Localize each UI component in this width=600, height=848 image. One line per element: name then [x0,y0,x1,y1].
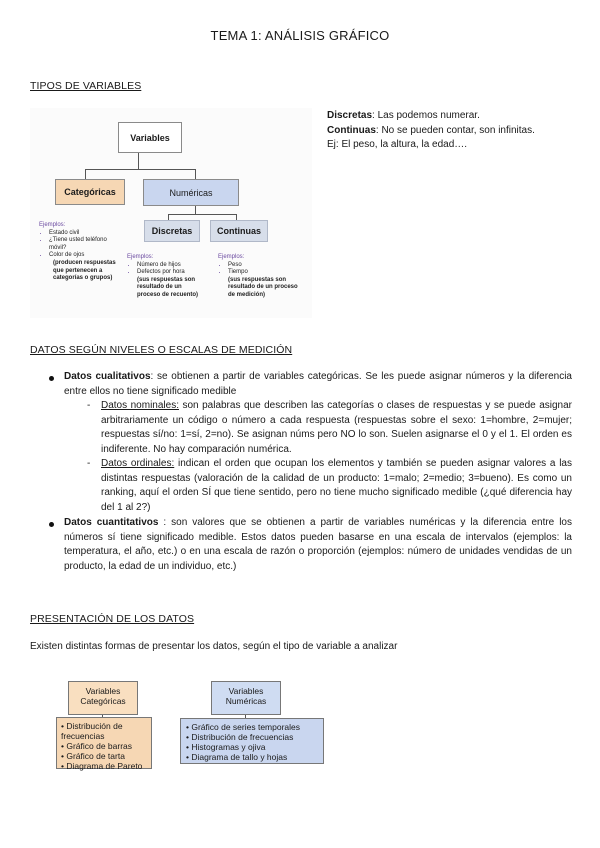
nominales-paragraph: Datos nominales: son palabras que describen las categorías o clases de respuestas y se puede asignar arbitrariamente un código o número a cada respuesta (respuestas sobre el sexo: 1=hombre, 2=mujer; respuestas sí/no: 1=sí, 2=no). Se asignan núms pero NO lo son. Suelen asignarse el 0 y el 1. El orden es indiferente. No hay comparación numérica. [101,400,573,455]
numericas-title-box: Variables Numéricas [211,681,281,715]
categoricas-box: Categóricas [55,179,125,205]
section-heading-niveles: DATOS SEGÚN NIVELES O ESCALAS DE MEDICIÓN [30,344,293,356]
cuantitativos-paragraph: Datos cuantitativos : son valores que se obtienen a partir de variables numéricas y la diferencia entre los números sí tiene significado medible. Estos datos pueden basarse en una escala de intervalos (ejemplos: la temperatura, el año, etc.) o en una escala de razón o proporción (ejemplos: número de unidades vendidas de un producto, la edad de un individuo, etc.) [64,517,572,572]
discretas-box: Discretas [144,220,200,242]
page-title: TEMA 1: ANÁLISIS GRÁFICO [210,28,390,43]
section-heading-tipos: TIPOS DE VARIABLES [30,80,142,92]
continuas-box: Continuas [210,220,268,242]
variables-diagram [30,108,312,318]
categoricas-title-box: Variables Categóricas [68,681,138,715]
root-box: Variables [118,122,182,153]
numericas-list-box: • Gráfico de series temporales • Distribución de frecuencias • Histogramas y ojiva • Diagrama de tallo y hojas [180,718,324,764]
numericas-box: Numéricas [143,179,239,206]
variable-definitions: Discretas: Las podemos numerar. Continuas: No se pueden contar, son infinitas. Ej: El peso, la altura, la edad…. [327,110,535,150]
categoricas-list-box: • Distribución de frecuencias • Gráfico de barras • Gráfico de tarta • Diagrama de Pareto [56,717,152,769]
presentacion-intro: Existen distintas formas de presentar los datos, según el tipo de variable a analizar [30,641,398,652]
ordinales-paragraph: Datos ordinales: indican el orden que ocupan los elementos y también se pueden asignar valores a las distintas respuestas (valoración de la calidad de un producto: 1=malo; 2=medio; 3=bueno). Es como un ranking, aquí el orden SÍ que tiene sentido, pero no tiene mucho significado medible (¿qué diferencia hay del 1 al 2?) [101,458,572,513]
categoricas-examples: Ejemplos: • Estado civil • ¿Tiene usted teléfono móvil? • Color de ojos (producen respuestas que pertenecen a categorías o grupos) [39,222,121,283]
discretas-examples: Ejemplos: • Número de hijos • Defectos por hora (sus respuestas son resultado de un proceso de recuento) [127,254,205,300]
section-heading-presentacion: PRESENTACIÓN DE LOS DATOS [30,613,195,625]
continuas-examples: Ejemplos: • Peso • Tiempo (sus respuestas son resultado de un proceso de medición) [218,254,306,300]
cualitativos-paragraph: Datos cualitativos: se obtienen a partir de variables categóricas. Se les puede asignar números y la diferencia entre ellos no tiene significado medible [64,371,572,397]
